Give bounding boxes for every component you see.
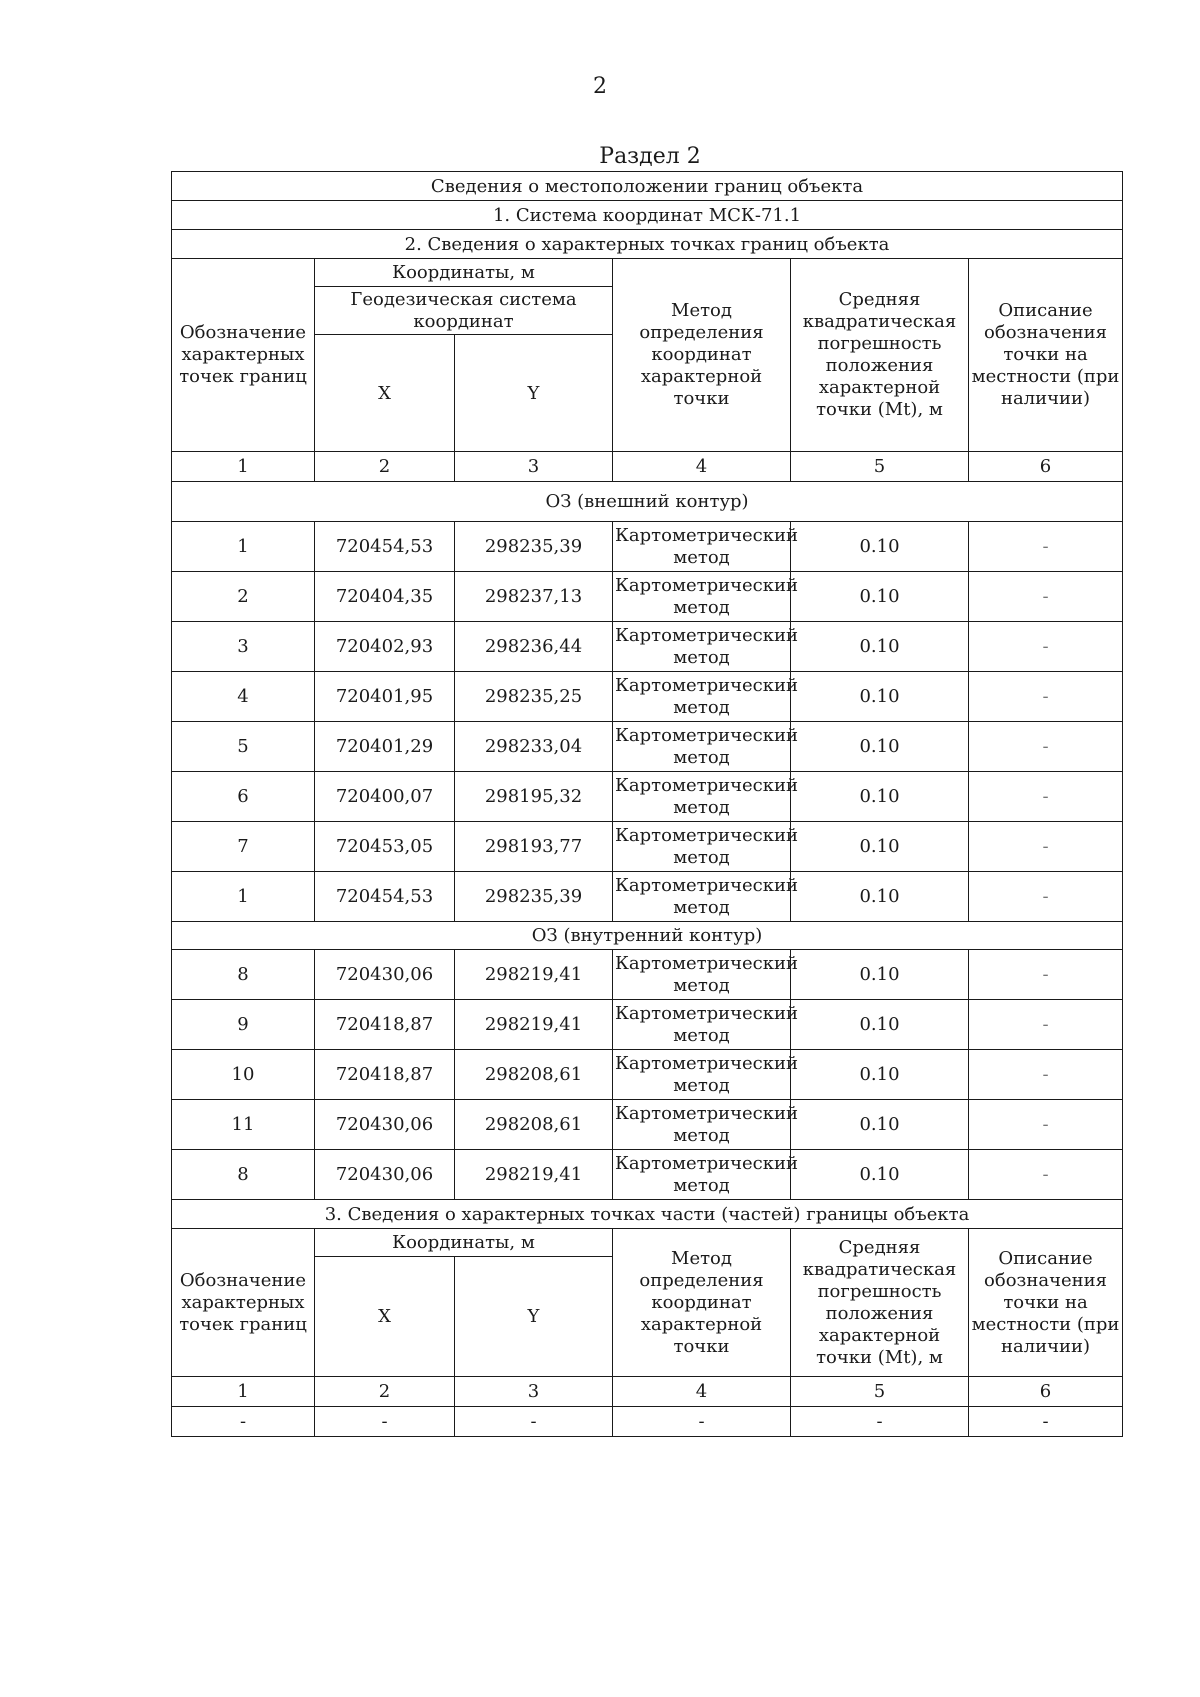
table-row bbox=[172, 572, 1123, 622]
error-cell: 0.10 bbox=[791, 722, 969, 772]
point-cell: 9 bbox=[172, 1000, 315, 1050]
error-cell: 0.10 bbox=[791, 622, 969, 672]
x-cell: 720454,53 bbox=[315, 522, 455, 572]
table-row bbox=[172, 672, 1123, 722]
error-cell: 0.10 bbox=[791, 572, 969, 622]
point-cell: 11 bbox=[172, 1100, 315, 1150]
header-error: Средняя квадратическая погрешность положения характерной точки (Mt), м bbox=[791, 1229, 969, 1377]
description-cell: - bbox=[969, 1050, 1123, 1100]
point-cell: 6 bbox=[172, 772, 315, 822]
table-row bbox=[172, 950, 1123, 1000]
y-cell: 298219,41 bbox=[455, 1150, 613, 1200]
header-point-designation: Обозначение характерных точек границ bbox=[172, 259, 315, 452]
y-cell: - bbox=[455, 1407, 613, 1437]
header-x: X bbox=[315, 1257, 455, 1377]
table-row bbox=[172, 872, 1123, 922]
header-y: Y bbox=[455, 335, 613, 452]
x-cell: 720418,87 bbox=[315, 1000, 455, 1050]
x-cell: 720430,06 bbox=[315, 1100, 455, 1150]
y-cell: 298233,04 bbox=[455, 722, 613, 772]
x-cell: 720430,06 bbox=[315, 1150, 455, 1200]
boundary-table bbox=[171, 171, 1123, 1437]
method-cell: Картометрический метод bbox=[613, 1050, 791, 1100]
y-cell: 298208,61 bbox=[455, 1050, 613, 1100]
point-cell: 10 bbox=[172, 1050, 315, 1100]
error-cell: 0.10 bbox=[791, 1100, 969, 1150]
column-number: 3 bbox=[455, 452, 613, 482]
x-cell: 720401,29 bbox=[315, 722, 455, 772]
description-cell: - bbox=[969, 1407, 1123, 1437]
y-cell: 298235,39 bbox=[455, 872, 613, 922]
header-error: Средняя квадратическая погрешность положения характерной точки (Mt), м bbox=[791, 259, 969, 452]
point-cell: 8 bbox=[172, 1150, 315, 1200]
x-cell: 720400,07 bbox=[315, 772, 455, 822]
method-cell: Картометрический метод bbox=[613, 672, 791, 722]
coord-system-title: 1. Система координат МСК-71.1 bbox=[172, 201, 1123, 230]
description-cell: - bbox=[969, 1000, 1123, 1050]
description-cell: - bbox=[969, 522, 1123, 572]
y-cell: 298219,41 bbox=[455, 950, 613, 1000]
method-cell: Картометрический метод bbox=[613, 1100, 791, 1150]
header-y: Y bbox=[455, 1257, 613, 1377]
table-row bbox=[172, 1407, 1123, 1437]
description-cell: - bbox=[969, 572, 1123, 622]
section-title: Раздел 2 bbox=[599, 144, 701, 169]
description-cell: - bbox=[969, 822, 1123, 872]
column-number: 3 bbox=[455, 1377, 613, 1407]
y-cell: 298235,39 bbox=[455, 522, 613, 572]
header-method: Метод определения координат характерной точки bbox=[613, 1229, 791, 1377]
column-number: 1 bbox=[172, 1377, 315, 1407]
point-cell: 7 bbox=[172, 822, 315, 872]
column-number: 1 bbox=[172, 452, 315, 482]
error-cell: 0.10 bbox=[791, 1050, 969, 1100]
method-cell: Картометрический метод bbox=[613, 950, 791, 1000]
header-geodetic-system: Геодезическая система координат bbox=[315, 287, 613, 335]
column-number: 4 bbox=[613, 1377, 791, 1407]
description-cell: - bbox=[969, 950, 1123, 1000]
table-row bbox=[172, 1100, 1123, 1150]
header-point-designation: Обозначение характерных точек границ bbox=[172, 1229, 315, 1377]
table-row bbox=[172, 1050, 1123, 1100]
point-cell: 5 bbox=[172, 722, 315, 772]
table-row bbox=[172, 1000, 1123, 1050]
x-cell: 720454,53 bbox=[315, 872, 455, 922]
description-cell: - bbox=[969, 772, 1123, 822]
method-cell: Картометрический метод bbox=[613, 772, 791, 822]
method-cell: Картометрический метод bbox=[613, 822, 791, 872]
description-cell: - bbox=[969, 672, 1123, 722]
points-section-title: 2. Сведения о характерных точках границ объекта bbox=[172, 230, 1123, 259]
point-cell: 1 bbox=[172, 522, 315, 572]
header-coordinates: Координаты, м bbox=[315, 259, 613, 287]
table-row bbox=[172, 522, 1123, 572]
header-method: Метод определения координат характерной точки bbox=[613, 259, 791, 452]
table-row bbox=[172, 772, 1123, 822]
column-number: 6 bbox=[969, 1377, 1123, 1407]
y-cell: 298193,77 bbox=[455, 822, 613, 872]
table-row bbox=[172, 1150, 1123, 1200]
y-cell: 298208,61 bbox=[455, 1100, 613, 1150]
description-cell: - bbox=[969, 1100, 1123, 1150]
table-row bbox=[172, 822, 1123, 872]
method-cell: Картометрический метод bbox=[613, 1150, 791, 1200]
x-cell: 720401,95 bbox=[315, 672, 455, 722]
page-number: 2 bbox=[593, 74, 607, 99]
column-number: 6 bbox=[969, 452, 1123, 482]
x-cell: - bbox=[315, 1407, 455, 1437]
error-cell: - bbox=[791, 1407, 969, 1437]
column-number: 2 bbox=[315, 452, 455, 482]
method-cell: Картометрический метод bbox=[613, 572, 791, 622]
y-cell: 298235,25 bbox=[455, 672, 613, 722]
point-cell: 3 bbox=[172, 622, 315, 672]
method-cell: Картометрический метод bbox=[613, 722, 791, 772]
x-cell: 720404,35 bbox=[315, 572, 455, 622]
method-cell: - bbox=[613, 1407, 791, 1437]
error-cell: 0.10 bbox=[791, 522, 969, 572]
part-points-section-title: 3. Сведения о характерных точках части (частей) границы объекта bbox=[172, 1200, 1123, 1229]
method-cell: Картометрический метод bbox=[613, 522, 791, 572]
error-cell: 0.10 bbox=[791, 672, 969, 722]
method-cell: Картометрический метод bbox=[613, 1000, 791, 1050]
error-cell: 0.10 bbox=[791, 1000, 969, 1050]
column-number: 5 bbox=[791, 1377, 969, 1407]
description-cell: - bbox=[969, 722, 1123, 772]
header-coordinates: Координаты, м bbox=[315, 1229, 613, 1257]
x-cell: 720418,87 bbox=[315, 1050, 455, 1100]
contour-group-label: ОЗ (внешний контур) bbox=[172, 482, 1123, 522]
header-x: X bbox=[315, 335, 455, 452]
column-number: 5 bbox=[791, 452, 969, 482]
header-description: Описание обозначения точки на местности (при наличии) bbox=[969, 1229, 1123, 1377]
point-cell: 2 bbox=[172, 572, 315, 622]
error-cell: 0.10 bbox=[791, 950, 969, 1000]
x-cell: 720402,93 bbox=[315, 622, 455, 672]
table-row bbox=[172, 722, 1123, 772]
error-cell: 0.10 bbox=[791, 872, 969, 922]
point-cell: 8 bbox=[172, 950, 315, 1000]
y-cell: 298236,44 bbox=[455, 622, 613, 672]
description-cell: - bbox=[969, 872, 1123, 922]
error-cell: 0.10 bbox=[791, 1150, 969, 1200]
point-cell: 4 bbox=[172, 672, 315, 722]
y-cell: 298219,41 bbox=[455, 1000, 613, 1050]
error-cell: 0.10 bbox=[791, 822, 969, 872]
y-cell: 298237,13 bbox=[455, 572, 613, 622]
column-number: 2 bbox=[315, 1377, 455, 1407]
contour-group-label: ОЗ (внутренний контур) bbox=[172, 922, 1123, 950]
x-cell: 720453,05 bbox=[315, 822, 455, 872]
description-cell: - bbox=[969, 622, 1123, 672]
method-cell: Картометрический метод bbox=[613, 622, 791, 672]
header-description: Описание обозначения точки на местности (при наличии) bbox=[969, 259, 1123, 452]
error-cell: 0.10 bbox=[791, 772, 969, 822]
point-cell: - bbox=[172, 1407, 315, 1437]
column-number: 4 bbox=[613, 452, 791, 482]
point-cell: 1 bbox=[172, 872, 315, 922]
table-title: Сведения о местоположении границ объекта bbox=[172, 172, 1123, 201]
description-cell: - bbox=[969, 1150, 1123, 1200]
x-cell: 720430,06 bbox=[315, 950, 455, 1000]
table-row bbox=[172, 622, 1123, 672]
y-cell: 298195,32 bbox=[455, 772, 613, 822]
method-cell: Картометрический метод bbox=[613, 872, 791, 922]
